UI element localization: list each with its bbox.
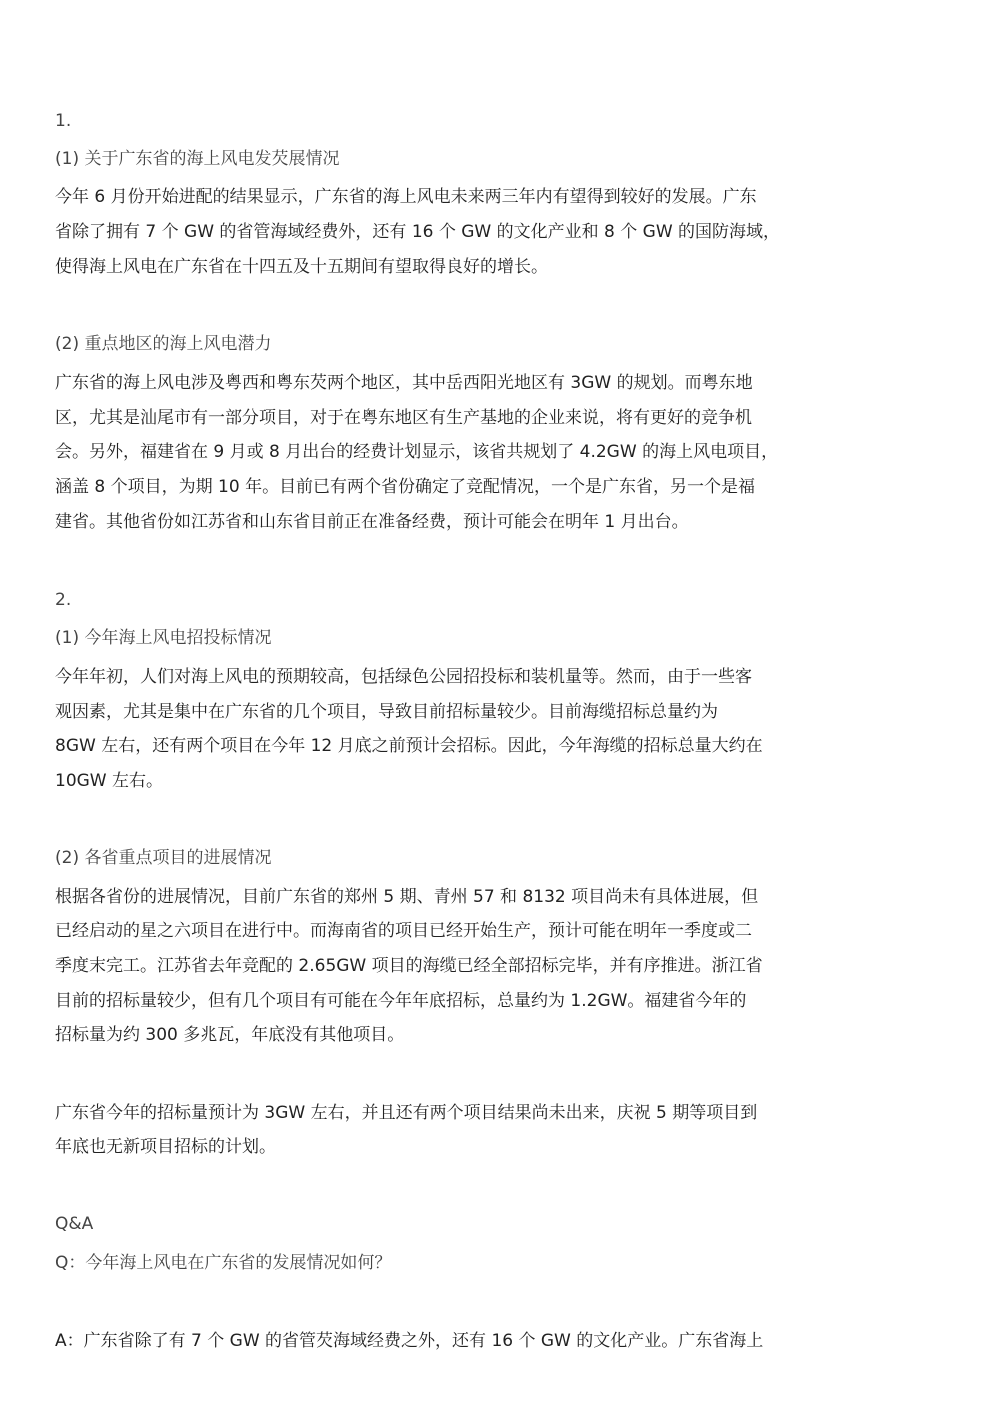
qa-answer: A：广东省除了有 7 个 GW 的省管芡海域经费之外，还有 16 个 GW 的文化产业。广东省海上 [55,1331,764,1351]
paragraph-line: 涵盖 8 个项目，为期 10 年。目前已有两个省份确定了竞配情况，一个是广东省，另一个是福 [55,477,756,497]
paragraph-line: 使得海上风电在广东省在十四五及十五期间有望取得良好的增长。 [55,257,548,277]
qa-question: Q：今年海上风电在广东省的发展情况如何？ [55,1253,392,1273]
section-heading: (2) 各省重点项目的进展情况 [55,848,272,868]
paragraph-line: 招标量为约 300 多兆瓦，年底没有其他项目。 [55,1025,405,1045]
section-heading: (1) 今年海上风电招投标情况 [55,628,272,648]
paragraph-line: 目前的招标量较少，但有几个项目有可能在今年年底招标，总量约为 1.2GW。福建省今年的 [55,991,747,1011]
paragraph-line: 8GW 左右，还有两个项目在今年 12 月底之前预计会招标。因此，今年海缆的招标总量大约在 [55,736,763,756]
section-number: 1. [55,111,72,131]
paragraph-line: 建省。其他省份如江苏省和山东省目前正在准备经费，预计可能会在明年 1 月出台。 [55,512,689,532]
paragraph-line: 广东省的海上风电涉及粤西和粤东芡两个地区，其中岳西阳光地区有 3GW 的规划。而粤东地 [55,373,753,393]
paragraph-line: 10GW 左右。 [55,771,164,791]
paragraph-line: 广东省今年的招标量预计为 3GW 左右，并且还有两个项目结果尚未出来，庆祝 5 期等项目到 [55,1103,758,1123]
paragraph-line: 省除了拥有 7 个 GW 的省管海域经费外，还有 16 个 GW 的文化产业和 8 个 GW 的国防海域， [55,222,781,242]
section-number: 2. [55,590,72,610]
section-heading: (2) 重点地区的海上风电潜力 [55,334,272,354]
paragraph-line: 已经启动的星之六项目在进行中。而海南省的项目已经开始生产，预计可能在明年一季度或二 [55,921,752,941]
paragraph-line: 区，尤其是汕尾市有一部分项目，对于在粤东地区有生产基地的企业来说，将有更好的竞争机 [55,408,752,428]
paragraph-line: 会。另外，福建省在 9 月或 8 月出台的经费计划显示，该省共规划了 4.2GW 的海上风电项目， [55,442,779,462]
paragraph-line: 今年 6 月份开始进配的结果显示，广东省的海上风电未来两三年内有望得到较好的发展。广东 [55,187,757,207]
paragraph-line: 季度末完工。江苏省去年竞配的 2.65GW 项目的海缆已经全部招标完毕，并有序推进。浙江省 [55,956,763,976]
qa-title: Q&A [55,1214,94,1234]
paragraph-line: 今年年初，人们对海上风电的预期较高，包括绿色公园招投标和装机量等。然而，由于一些客 [55,667,752,687]
paragraph-line: 根据各省份的进展情况，目前广东省的郑州 5 期、青州 57 和 8132 项目尚未有具体进展，但 [55,887,759,907]
paragraph-line: 年底也无新项目招标的计划。 [55,1137,276,1157]
section-heading: (1) 关于广东省的海上风电发芡展情况 [55,149,340,169]
paragraph-line: 观因素，尤其是集中在广东省的几个项目，导致目前招标量较少。目前海缆招标总量约为 [55,702,718,722]
